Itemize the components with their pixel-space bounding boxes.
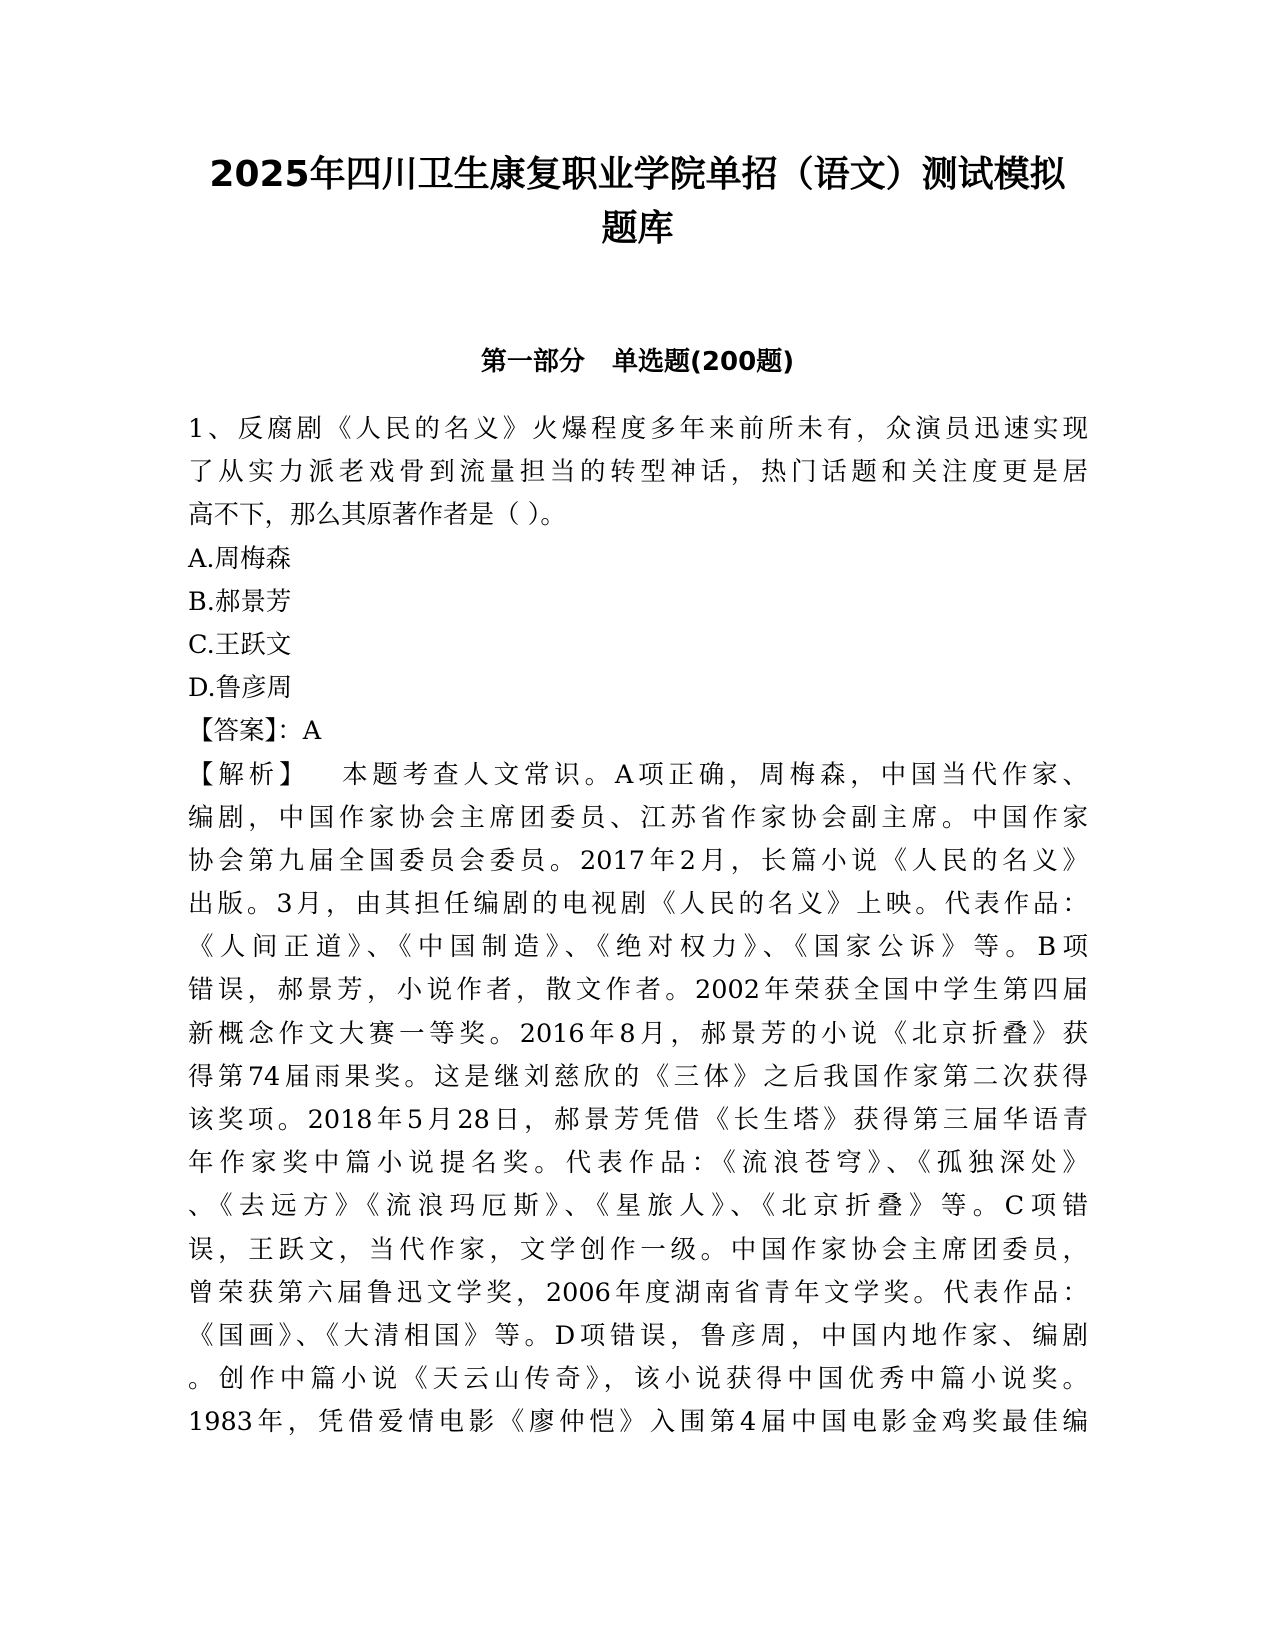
analysis-line: 出版。3月，由其担任编剧的电视剧《人民的名义》上映。代表作品： bbox=[188, 889, 1088, 920]
question-stem-line: 1、反腐剧《人民的名义》火爆程度多年来前所未有，众演员迅速实现 bbox=[188, 414, 1088, 444]
analysis-line: 、《去远方》《流浪玛厄斯》、《星旅人》、《北京折叠》等。C项错 bbox=[188, 1191, 1088, 1222]
question-stem-line: 了从实力派老戏骨到流量担当的转型神话，热门话题和关注度更是居 bbox=[188, 457, 1088, 488]
analysis-line bbox=[188, 754, 1088, 797]
option-a: A.周梅森 bbox=[188, 543, 292, 574]
question-stem-line: 高不下，那么其原著作者是（ ）。 bbox=[188, 500, 566, 531]
analysis-line: 《人间正道》、《中国制造》、《绝对权力》、《国家公诉》等。B项 bbox=[188, 932, 1088, 963]
analysis-line: 协会第九届全国委员会委员。2017年2月，长篇小说《人民的名义》 bbox=[188, 845, 1088, 876]
analysis-line: 1983年，凭借爱情电影《廖仲恺》入围第4届中国电影金鸡奖最佳编 bbox=[188, 1407, 1088, 1438]
analysis-label: 【解析】 bbox=[188, 759, 310, 790]
analysis-line: 误，王跃文，当代作家，文学创作一级。中国作家协会主席团委员， bbox=[188, 1234, 1088, 1265]
analysis-line: 得第74届雨果奖。这是继刘慈欣的《三体》之后我国作家第二次获得 bbox=[188, 1061, 1088, 1092]
analysis-line: 该奖项。2018年5月28日，郝景芳凭借《长生塔》获得第三届华语青 bbox=[188, 1105, 1088, 1135]
title-line-1: 2025年四川卫生康复职业学院单招（语文）测试模拟 bbox=[209, 154, 1066, 195]
option-b: B.郝景芳 bbox=[188, 586, 292, 617]
title-line-2: 题库 bbox=[601, 208, 674, 249]
analysis-text: 本题考查人文常识。A项正确，周梅森，中国当代作家、 bbox=[337, 759, 1088, 790]
analysis-line: 《国画》、《大清相国》等。D项错误，鲁彦周，中国内地作家、编剧 bbox=[188, 1320, 1088, 1351]
analysis-line: 编剧，中国作家协会主席团委员、江苏省作家协会副主席。中国作家 bbox=[188, 802, 1088, 833]
answer-label: 【答案】： bbox=[188, 716, 303, 747]
analysis-line: 曾荣获第六届鲁迅文学奖，2006年度湖南省青年文学奖。代表作品： bbox=[188, 1277, 1088, 1308]
question-1 bbox=[188, 408, 1088, 1445]
option-c: C.王跃文 bbox=[188, 629, 292, 660]
answer-line bbox=[188, 710, 1088, 753]
option-d: D.鲁彦周 bbox=[188, 673, 293, 704]
analysis-line: 错误，郝景芳，小说作者，散文作者。2002年荣获全国中学生第四届 bbox=[188, 975, 1088, 1006]
answer-value: A bbox=[302, 716, 322, 747]
analysis-line: 新概念作文大赛一等奖。2016年8月，郝景芳的小说《北京折叠》获 bbox=[188, 1018, 1088, 1049]
analysis-line: 年作家奖中篇小说提名奖。代表作品：《流浪苍穹》、《孤独深处》 bbox=[188, 1148, 1088, 1179]
document-title bbox=[180, 148, 1095, 256]
section-heading: 第一部分 单选题(200题) bbox=[480, 347, 795, 377]
analysis-line: 。创作中篇小说《天云山传奇》，该小说获得中国优秀中篇小说奖。 bbox=[188, 1364, 1088, 1395]
